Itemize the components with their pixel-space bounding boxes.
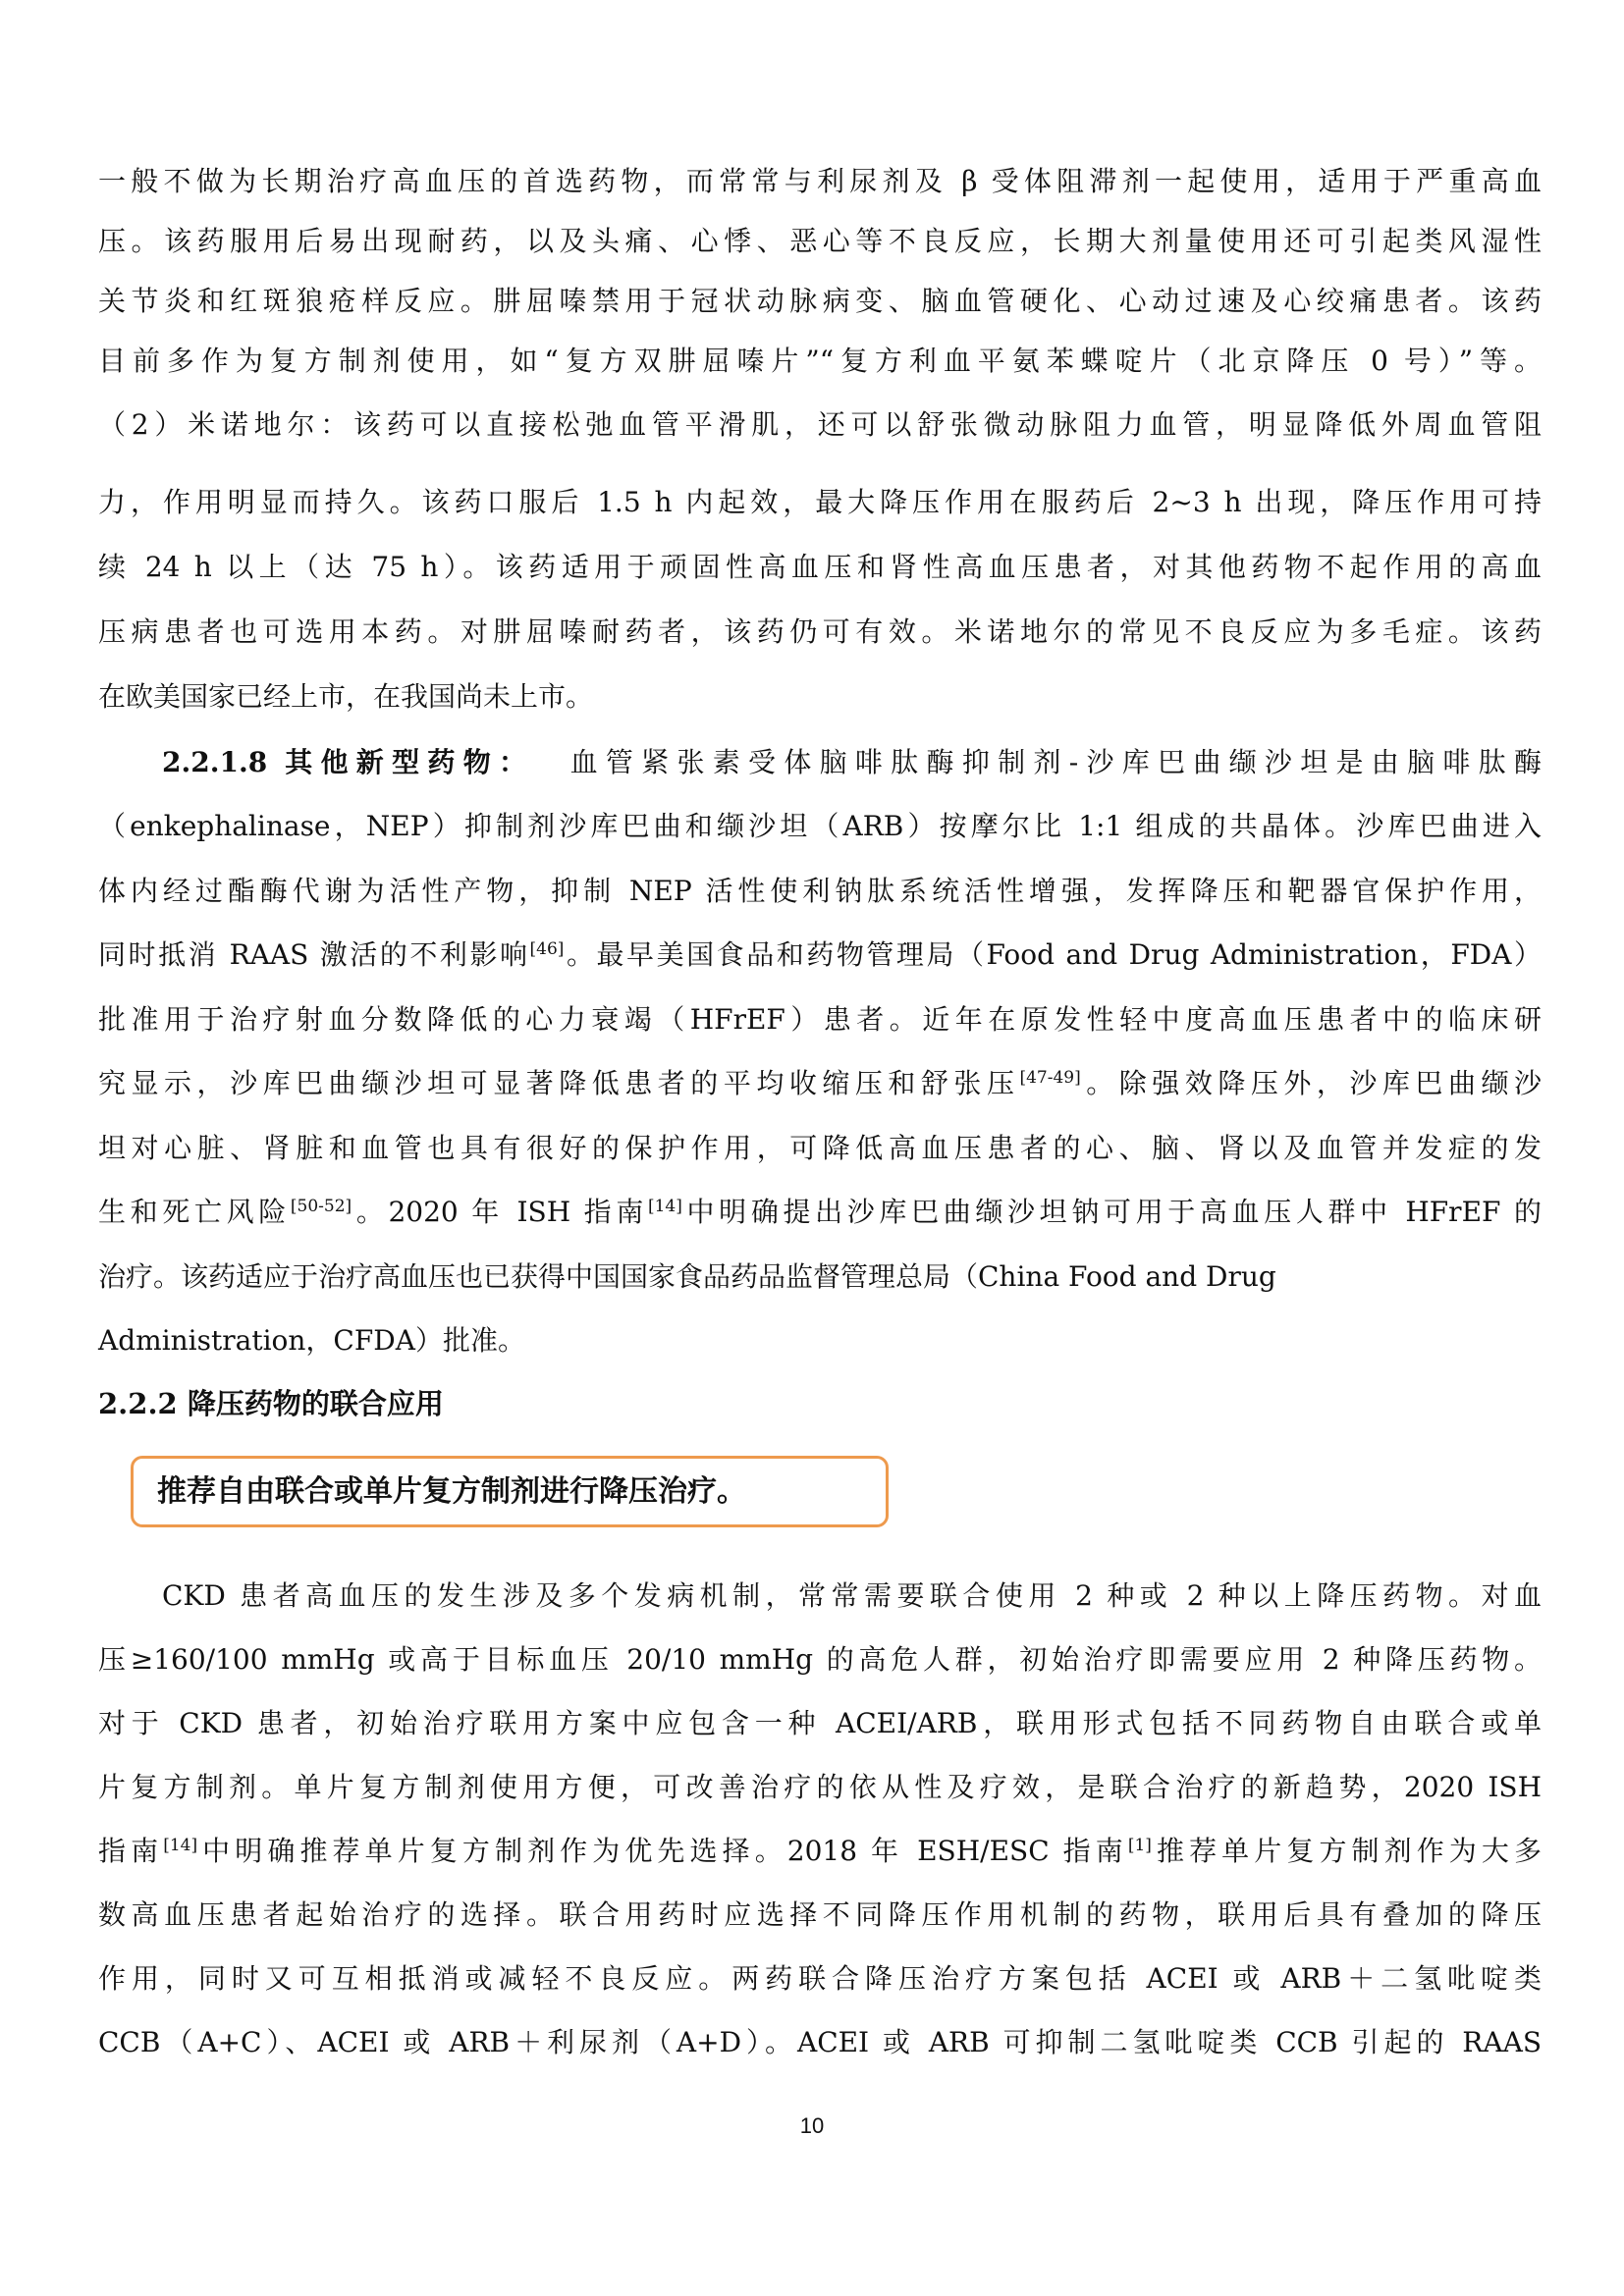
citation-ref: [14] bbox=[647, 1197, 682, 1216]
text-span: 生和死亡风险 bbox=[98, 1196, 291, 1228]
text-line: 力，作用明显而持久。该药口服后 1.5 h 内起效，最大降压作用在服药后 2~3 h 出现，降压作用可持 bbox=[98, 486, 1542, 518]
text-line: （2）米诺地尔：该药可以直接松弛血管平滑肌，还可以舒张微动脉阻力血管，明显降低外周血管阻 bbox=[98, 408, 1542, 441]
page-number: 10 bbox=[799, 2113, 825, 2138]
text-line: （enkephalinase，NEP）抑制剂沙库巴曲和缬沙坦（ARB）按摩尔比 1:1 组成的共晶体。沙库巴曲进入 bbox=[98, 810, 1542, 842]
text-span: 中明确提出沙库巴曲缬沙坦钠可用于高血压人群中 HFrEF 的 bbox=[681, 1196, 1542, 1228]
recommendation-text: 推荐自由联合或单片复方制剂进行降压治疗。 bbox=[157, 1474, 746, 1509]
text-line bbox=[98, 1193, 1542, 1232]
subsection-label: 2.2.1.8 其他新型药物： bbox=[162, 746, 535, 778]
text-span: 中明确推荐单片复方制剂作为优先选择。2018 年 ESH/ESC 指南 bbox=[197, 1835, 1128, 1867]
text-line bbox=[98, 1064, 1542, 1103]
text-span: 推荐单片复方制剂作为大多 bbox=[1151, 1835, 1542, 1867]
text-line: 一般不做为长期治疗高血压的首选药物，而常常与利尿剂及 β 受体阻滞剂一起使用，适用于严重高血 bbox=[98, 165, 1542, 197]
text-line: 压病患者也可选用本药。对肼屈嗪耐药者，该药仍可有效。米诺地尔的常见不良反应为多毛症。该药 bbox=[98, 615, 1542, 648]
text-line: 压≥160/100 mmHg 或高于目标血压 20/10 mmHg 的高危人群，初始治疗即需要应用 2 种降压药物。 bbox=[98, 1643, 1542, 1676]
text-span: 究显示，沙库巴曲缬沙坦可显著降低患者的平均收缩压和舒张压 bbox=[98, 1067, 1020, 1099]
citation-ref: [46] bbox=[529, 939, 565, 959]
text-line: 对于 CKD 患者，初始治疗联用方案中应包含一种 ACEI/ARB，联用形式包括不同药物自由联合或单 bbox=[98, 1707, 1542, 1739]
text-line: 目前多作为复方制剂使用，如“复方双肼屈嗪片”“复方利血平氨苯蝶啶片（北京降压 0 号）”等。 bbox=[98, 345, 1542, 377]
text-line: CKD 患者高血压的发生涉及多个发病机制，常常需要联合使用 2 种或 2 种以上降压药物。对血 bbox=[162, 1579, 1542, 1612]
text-span: 。2020 年 ISH 指南 bbox=[352, 1196, 648, 1228]
recommendation-box bbox=[131, 1456, 889, 1527]
text-line: 坦对心脏、肾脏和血管也具有很好的保护作用，可降低高血压患者的心、脑、肾以及血管并发症的发 bbox=[98, 1132, 1542, 1164]
text-line: 作用，同时又可互相抵消或减轻不良反应。两药联合降压治疗方案包括 ACEI 或 ARB＋二氢吡啶类 bbox=[98, 1962, 1542, 1995]
citation-ref: [14] bbox=[163, 1836, 198, 1855]
text-line: 片复方制剂。单片复方制剂使用方便，可改善治疗的依从性及疗效，是联合治疗的新趋势，2020 ISH bbox=[98, 1771, 1542, 1803]
text-span: 同时抵消 RAAS 激活的不利影响 bbox=[98, 938, 530, 971]
text-span: 。最早美国食品和药物管理局（Food and Drug Administration，FDA） bbox=[564, 938, 1542, 971]
section-heading: 2.2.2 降压药物的联合应用 bbox=[98, 1387, 444, 1420]
text-line: 压。该药服用后易出现耐药，以及头痛、心悸、恶心等不良反应，长期大剂量使用还可引起类风湿性 bbox=[98, 225, 1542, 257]
text-line: 体内经过酯酶代谢为活性产物，抑制 NEP 活性使利钠肽系统活性增强，发挥降压和靶器官保护作用， bbox=[98, 875, 1542, 907]
text-line: 数高血压患者起始治疗的选择。联合用药时应选择不同降压作用机制的药物，联用后具有叠加的降压 bbox=[98, 1898, 1542, 1931]
citation-ref: [47-49] bbox=[1019, 1068, 1081, 1088]
text-line bbox=[98, 1832, 1542, 1871]
text-line: 关节炎和红斑狼疮样反应。肼屈嗪禁用于冠状动脉病变、脑血管硬化、心动过速及心绞痛患者。该药 bbox=[98, 285, 1542, 317]
text-line: 在欧美国家已经上市，在我国尚未上市。 bbox=[98, 680, 594, 713]
text-line: Administration，CFDA）批准。 bbox=[98, 1324, 525, 1357]
text-line: 治疗。该药适应于治疗高血压也已获得中国国家食品药品监督管理总局（China Food and Drug bbox=[98, 1260, 1276, 1293]
text-span: 指南 bbox=[98, 1835, 164, 1867]
citation-ref: [1] bbox=[1127, 1836, 1152, 1855]
text-line: CCB（A+C）、ACEI 或 ARB＋利尿剂（A+D）。ACEI 或 ARB 可抑制二氢吡啶类 CCB 引起的 RAAS bbox=[98, 2026, 1542, 2058]
text-line bbox=[162, 743, 1542, 782]
text-line: 续 24 h 以上（达 75 h）。该药适用于顽固性高血压和肾性高血压患者，对其他药物不起作用的高血 bbox=[98, 551, 1542, 583]
citation-ref: [50-52] bbox=[290, 1197, 352, 1216]
text-line bbox=[98, 935, 1542, 975]
text-line: 批准用于治疗射血分数降低的心力衰竭（HFrEF）患者。近年在原发性轻中度高血压患者中的临床研 bbox=[98, 1003, 1542, 1036]
text-span: 。除强效降压外，沙库巴曲缬沙 bbox=[1080, 1067, 1542, 1099]
text-span: 血管紧张素受体脑啡肽酶抑制剂-沙库巴曲缬沙坦是由脑啡肽酶 bbox=[562, 746, 1542, 778]
